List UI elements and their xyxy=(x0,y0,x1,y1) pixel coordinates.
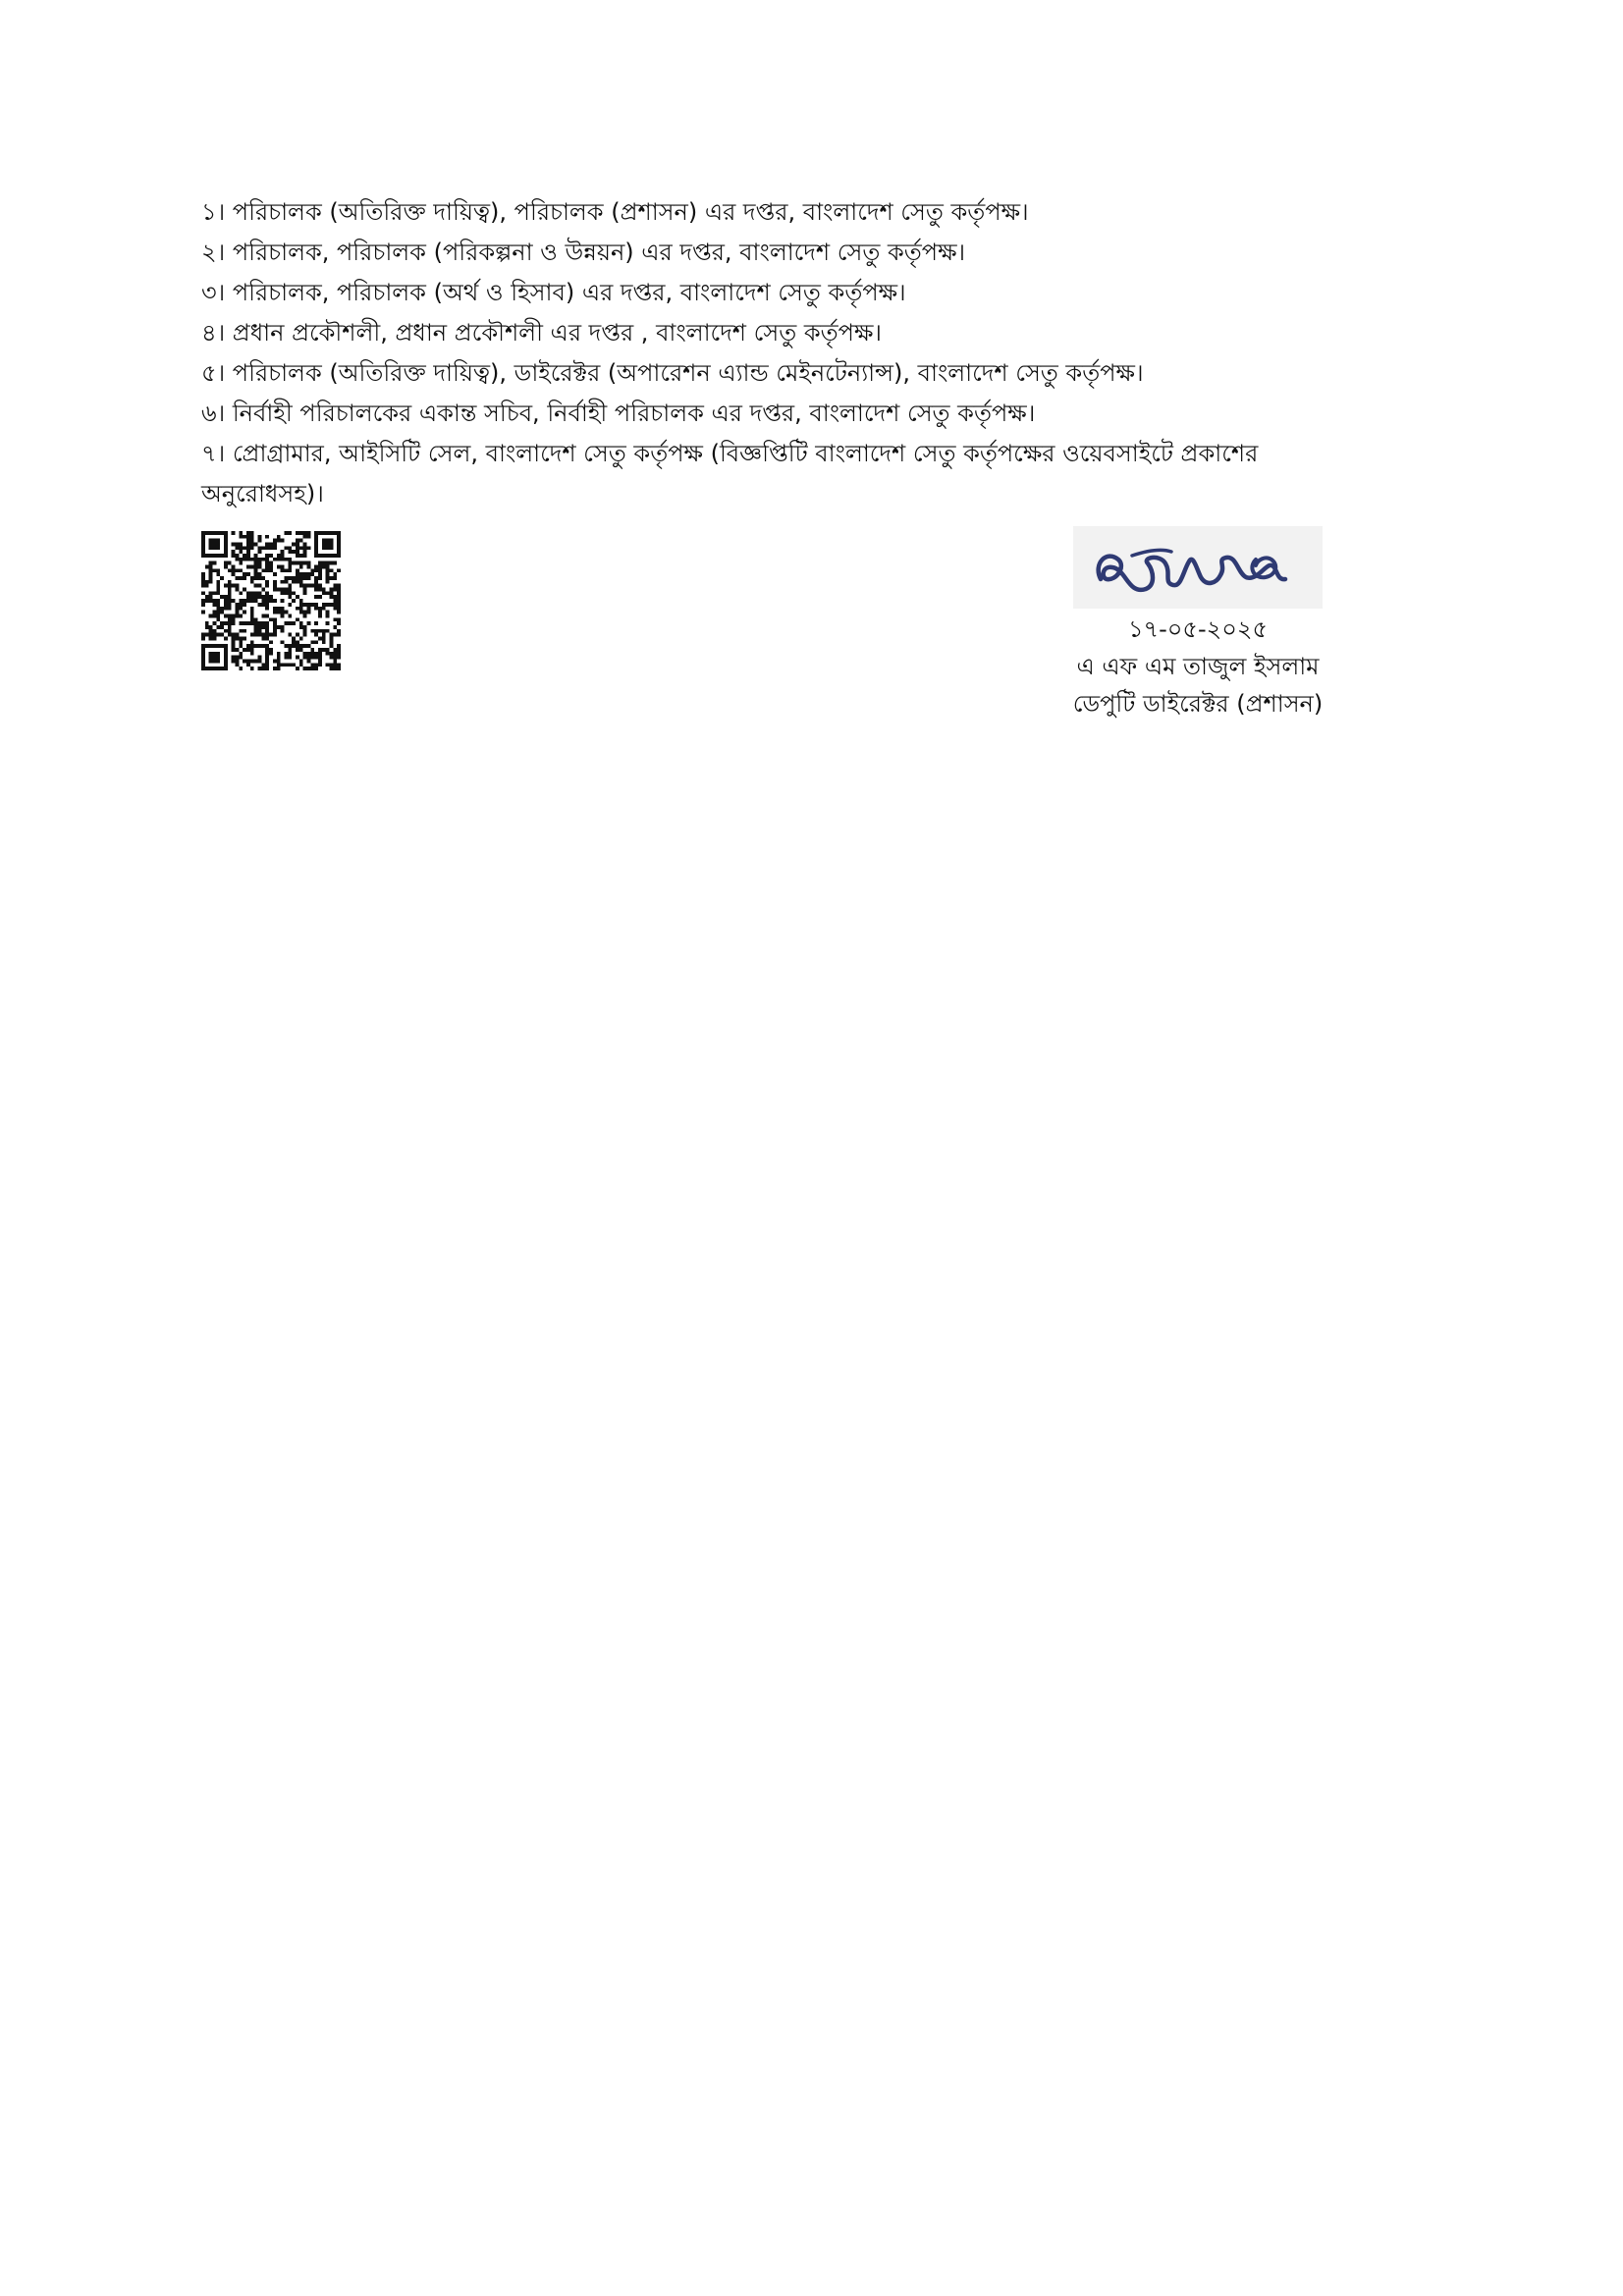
distribution-item-2: ২। পরিচালক, পরিচালক (পরিকল্পনা ও উন্নয়ন) এর দপ্তর, বাংলাদেশ সেতু কর্তৃপক্ষ। xyxy=(201,239,966,266)
signature-date: ১৭-০৫-২০২৫ xyxy=(1127,615,1269,643)
signature-block xyxy=(997,611,1399,722)
signatory-designation: ডেপুটি ডাইরেক্টর (প্রশাসন) xyxy=(1072,690,1324,718)
distribution-item-7: ৭। প্রোগ্রামার, আইসিটি সেল, বাংলাদেশ সেতু কর্তৃপক্ষ (বিজ্ঞপ্তিটি বাংলাদেশ সেতু কর্তৃপক্ষের ওয়েবসাইটে প্রকাশের অনুরোধসহ)। xyxy=(201,440,1259,507)
distribution-item-6: ৬। নির্বাহী পরিচালকের একান্ত সচিব, নির্বাহী পরিচালক এর দপ্তর, বাংলাদেশ সেতু কর্তৃপক্ষ। xyxy=(201,400,1036,427)
qr-code-icon xyxy=(201,531,341,670)
signatory-name: এ এফ এম তাজুল ইসলাম xyxy=(1076,653,1320,680)
handwritten-signature xyxy=(1073,526,1323,609)
distribution-item-1: ১। পরিচালক (অতিরিক্ত দায়িত্ব), পরিচালক (প্রশাসন) এর দপ্তর, বাংলাদেশ সেতু কর্তৃপক্ষ। xyxy=(201,198,1029,226)
distribution-item-5: ৫। পরিচালক (অতিরিক্ত দায়িত্ব), ডাইরেক্টর (অপারেশন এ্যান্ড মেইনটেন্যান্স), বাংলাদেশ সেতু কর্তৃপক্ষ। xyxy=(201,359,1144,387)
distribution-list xyxy=(201,192,1355,514)
distribution-item-4: ৪। প্রধান প্রকৌশলী, প্রধান প্রকৌশলী এর দপ্তর , বাংলাদেশ সেতু কর্তৃপক্ষ। xyxy=(201,319,882,347)
distribution-item-3: ৩। পরিচালক, পরিচালক (অর্থ ও হিসাব) এর দপ্তর, বাংলাদেশ সেতু কর্তৃপক্ষ। xyxy=(201,279,906,306)
